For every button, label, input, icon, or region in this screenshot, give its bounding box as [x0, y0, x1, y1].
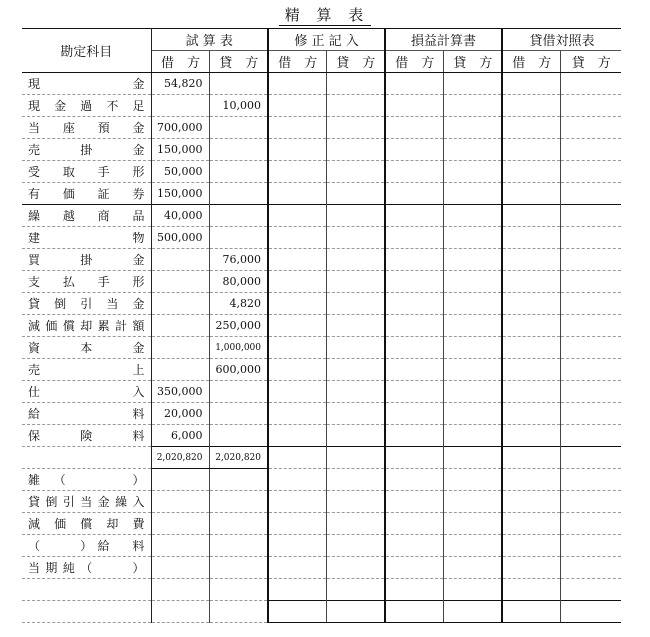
empty-cell: [443, 249, 502, 271]
table-row: [22, 271, 621, 293]
empty-cell: [560, 381, 621, 403]
empty-cell: [385, 293, 443, 315]
empty-cell: [385, 205, 443, 227]
empty-cell: [502, 381, 560, 403]
empty-cell: [268, 359, 326, 381]
tb-credit-amount: [209, 117, 268, 139]
income-statement-header: 損益計算書: [385, 29, 502, 51]
tb-credit-amount: [209, 403, 268, 425]
worksheet-table: [22, 28, 621, 623]
account-name: 資 本 金: [22, 337, 151, 359]
empty-cell: [326, 315, 385, 337]
empty-cell: [326, 161, 385, 183]
tb-debit-amount: 20,000: [151, 403, 209, 425]
empty-cell: [443, 95, 502, 117]
empty-cell: [268, 579, 326, 601]
account-name: 支 払 手 形: [22, 271, 151, 293]
table-row: [22, 183, 621, 205]
empty-cell: [560, 491, 621, 513]
empty-cell: [326, 403, 385, 425]
empty-cell: [443, 271, 502, 293]
tb-credit-amount: [209, 227, 268, 249]
tb-debit-amount: 6,000: [151, 425, 209, 447]
empty-cell: [560, 601, 621, 623]
table-row: [22, 381, 621, 403]
empty-cell: [502, 469, 560, 491]
tb-credit-header: 貸 方: [209, 51, 268, 73]
empty-cell: [385, 557, 443, 579]
empty-cell: [560, 249, 621, 271]
empty-cell: [560, 161, 621, 183]
table-row: [22, 403, 621, 425]
tb-credit-amount: [209, 425, 268, 447]
tb-debit-amount: 350,000: [151, 381, 209, 403]
empty-cell: [443, 491, 502, 513]
empty-cell: [326, 447, 385, 469]
empty-cell: [385, 579, 443, 601]
tb-debit-amount: [151, 271, 209, 293]
empty-cell: [326, 293, 385, 315]
empty-cell: [326, 359, 385, 381]
empty-cell: [151, 513, 209, 535]
tb-credit-amount: [209, 139, 268, 161]
empty-cell: [268, 73, 326, 95]
empty-cell: [385, 337, 443, 359]
tb-credit-amount: 10,000: [209, 95, 268, 117]
table-row: [22, 95, 621, 117]
empty-cell: [560, 293, 621, 315]
empty-cell: [502, 579, 560, 601]
empty-cell: [385, 447, 443, 469]
account-name: 売 上: [22, 359, 151, 381]
empty-cell: [326, 249, 385, 271]
empty-cell: [560, 579, 621, 601]
tb-credit-total: 2,020,820: [209, 447, 268, 469]
empty-cell: [268, 161, 326, 183]
empty-cell: [326, 73, 385, 95]
empty-cell: [385, 183, 443, 205]
empty-cell: [268, 535, 326, 557]
empty-cell: [502, 293, 560, 315]
empty-cell: [502, 249, 560, 271]
empty-cell: [443, 513, 502, 535]
empty-cell: [209, 535, 268, 557]
empty-cell: [385, 469, 443, 491]
tb-debit-amount: 54,820: [151, 73, 209, 95]
empty-cell: [268, 271, 326, 293]
empty-cell: [443, 315, 502, 337]
empty-cell: [326, 425, 385, 447]
empty-cell: [502, 315, 560, 337]
empty-cell: [268, 469, 326, 491]
empty-cell: [326, 183, 385, 205]
account-name: 減 価 償 却 費: [22, 513, 151, 535]
empty-cell: [326, 271, 385, 293]
empty-cell: [268, 315, 326, 337]
empty-cell: [385, 601, 443, 623]
tb-debit-header: 借 方: [151, 51, 209, 73]
table-row: [22, 359, 621, 381]
account-name: 売 掛 金: [22, 139, 151, 161]
empty-cell: [385, 249, 443, 271]
empty-cell: [326, 337, 385, 359]
account-name: 貸 倒 引 当 金: [22, 293, 151, 315]
empty-cell: [443, 447, 502, 469]
tb-debit-amount: 150,000: [151, 183, 209, 205]
table-row: [22, 491, 621, 513]
tb-credit-amount: 76,000: [209, 249, 268, 271]
empty-cell: [326, 491, 385, 513]
empty-cell: [209, 557, 268, 579]
account-name: 受 取 手 形: [22, 161, 151, 183]
account-name: 当 座 預 金: [22, 117, 151, 139]
tb-debit-amount: 50,000: [151, 161, 209, 183]
empty-cell: [443, 535, 502, 557]
tb-credit-amount: 4,820: [209, 293, 268, 315]
empty-cell: [385, 227, 443, 249]
account-name: [22, 447, 151, 469]
tb-debit-total: 2,020,820: [151, 447, 209, 469]
empty-cell: [443, 227, 502, 249]
empty-cell: [560, 205, 621, 227]
table-row: [22, 337, 621, 359]
empty-cell: [443, 579, 502, 601]
table-row: [22, 315, 621, 337]
is-credit-header: 貸 方: [443, 51, 502, 73]
empty-cell: [385, 513, 443, 535]
empty-cell: [560, 337, 621, 359]
empty-cell: [502, 117, 560, 139]
account-name: 買 掛 金: [22, 249, 151, 271]
empty-cell: [502, 359, 560, 381]
empty-cell: [502, 447, 560, 469]
empty-cell: [502, 271, 560, 293]
empty-cell: [326, 95, 385, 117]
empty-cell: [268, 95, 326, 117]
empty-cell: [151, 557, 209, 579]
empty-cell: [502, 601, 560, 623]
empty-cell: [443, 205, 502, 227]
empty-cell: [326, 557, 385, 579]
empty-cell: [443, 557, 502, 579]
empty-cell: [502, 491, 560, 513]
empty-cell: [268, 139, 326, 161]
bottom-total-row: [22, 601, 621, 623]
empty-cell: [209, 491, 268, 513]
empty-cell: [385, 491, 443, 513]
account-name: 当期純（ ）: [22, 557, 151, 579]
tb-debit-amount: [151, 337, 209, 359]
table-row: [22, 117, 621, 139]
empty-cell: [502, 337, 560, 359]
empty-cell: [385, 535, 443, 557]
empty-cell: [268, 447, 326, 469]
empty-cell: [443, 161, 502, 183]
empty-cell: [560, 557, 621, 579]
empty-cell: [385, 425, 443, 447]
tb-debit-amount: [151, 359, 209, 381]
empty-cell: [326, 381, 385, 403]
empty-cell: [502, 403, 560, 425]
account-name: （ ）給 料: [22, 535, 151, 557]
empty-cell: [268, 205, 326, 227]
tb-credit-amount: [209, 161, 268, 183]
empty-cell: [385, 381, 443, 403]
empty-cell: [326, 469, 385, 491]
empty-cell: [560, 73, 621, 95]
empty-cell: [443, 293, 502, 315]
empty-cell: [560, 469, 621, 491]
table-row: [22, 227, 621, 249]
empty-cell: [502, 183, 560, 205]
adj-debit-header: 借 方: [268, 51, 326, 73]
empty-cell: [443, 403, 502, 425]
empty-cell: [385, 139, 443, 161]
empty-cell: [443, 117, 502, 139]
tb-credit-amount: 600,000: [209, 359, 268, 381]
tb-debit-amount: 700,000: [151, 117, 209, 139]
empty-cell: [443, 139, 502, 161]
adjustments-header: 修 正 記 入: [268, 29, 385, 51]
empty-cell: [268, 557, 326, 579]
empty-cell: [209, 469, 268, 491]
account-header: 勘定科目: [22, 29, 151, 73]
empty-cell: [268, 425, 326, 447]
empty-cell: [151, 491, 209, 513]
empty-cell: [268, 293, 326, 315]
empty-cell: [560, 183, 621, 205]
empty-cell: [385, 403, 443, 425]
table-row: [22, 73, 621, 95]
tb-credit-amount: 1,000,000: [209, 337, 268, 359]
empty-cell: [326, 227, 385, 249]
empty-cell: [385, 95, 443, 117]
table-row: [22, 205, 621, 227]
table-row: [22, 557, 621, 579]
tb-debit-amount: 150,000: [151, 139, 209, 161]
tb-debit-amount: 40,000: [151, 205, 209, 227]
account-name: [22, 601, 151, 623]
account-name: 仕 入: [22, 381, 151, 403]
empty-cell: [502, 139, 560, 161]
empty-cell: [326, 601, 385, 623]
table-row: [22, 249, 621, 271]
empty-cell: [151, 469, 209, 491]
empty-cell: [560, 95, 621, 117]
account-name: 貸倒引当金繰入: [22, 491, 151, 513]
account-name: 現 金 過 不 足: [22, 95, 151, 117]
empty-cell: [560, 447, 621, 469]
adj-credit-header: 貸 方: [326, 51, 385, 73]
account-name: [22, 579, 151, 601]
empty-cell: [209, 513, 268, 535]
balance-sheet-header: 貸借対照表: [502, 29, 621, 51]
table-row: [22, 425, 621, 447]
account-name: 保 険 料: [22, 425, 151, 447]
empty-cell: [560, 117, 621, 139]
empty-cell: [502, 557, 560, 579]
total-row: [22, 447, 621, 469]
tb-debit-amount: [151, 293, 209, 315]
empty-cell: [326, 513, 385, 535]
empty-cell: [268, 403, 326, 425]
empty-cell: [502, 513, 560, 535]
empty-cell: [560, 403, 621, 425]
empty-cell: [502, 227, 560, 249]
empty-cell: [560, 139, 621, 161]
empty-cell: [502, 73, 560, 95]
empty-cell: [502, 535, 560, 557]
empty-cell: [385, 315, 443, 337]
table-row: [22, 469, 621, 491]
bs-credit-header: 貸 方: [560, 51, 621, 73]
empty-cell: [502, 425, 560, 447]
account-name: 現 金: [22, 73, 151, 95]
sheet-title: 精 算 表: [0, 4, 650, 25]
empty-cell: [268, 227, 326, 249]
empty-cell: [560, 535, 621, 557]
empty-cell: [560, 513, 621, 535]
tb-credit-amount: [209, 73, 268, 95]
empty-cell: [268, 491, 326, 513]
empty-cell: [268, 513, 326, 535]
empty-cell: [268, 337, 326, 359]
empty-cell: [443, 601, 502, 623]
tb-debit-amount: [151, 249, 209, 271]
empty-cell: [385, 117, 443, 139]
empty-cell: [385, 161, 443, 183]
empty-cell: [268, 183, 326, 205]
table-row: [22, 293, 621, 315]
empty-cell: [151, 579, 209, 601]
empty-cell: [268, 249, 326, 271]
empty-cell: [326, 579, 385, 601]
empty-cell: [443, 469, 502, 491]
tb-credit-amount: [209, 183, 268, 205]
empty-cell: [443, 183, 502, 205]
is-debit-header: 借 方: [385, 51, 443, 73]
tb-debit-amount: [151, 95, 209, 117]
account-name: 建 物: [22, 227, 151, 249]
empty-cell: [385, 73, 443, 95]
empty-cell: [326, 117, 385, 139]
tb-credit-amount: [209, 381, 268, 403]
table-row: [22, 535, 621, 557]
empty-cell: [502, 161, 560, 183]
tb-credit-amount: [209, 205, 268, 227]
empty-cell: [443, 73, 502, 95]
account-name: 雑 （ ）: [22, 469, 151, 491]
empty-cell: [151, 535, 209, 557]
empty-cell: [560, 425, 621, 447]
empty-cell: [502, 205, 560, 227]
empty-cell: [502, 95, 560, 117]
empty-cell: [268, 381, 326, 403]
empty-cell: [268, 601, 326, 623]
tb-debit-amount: 500,000: [151, 227, 209, 249]
empty-cell: [326, 139, 385, 161]
account-name: 給 料: [22, 403, 151, 425]
empty-cell: [560, 271, 621, 293]
table-row: [22, 579, 621, 601]
tb-credit-amount: 250,000: [209, 315, 268, 337]
table-row: [22, 161, 621, 183]
empty-cell: [209, 601, 268, 623]
tb-credit-amount: 80,000: [209, 271, 268, 293]
empty-cell: [268, 117, 326, 139]
empty-cell: [209, 579, 268, 601]
empty-cell: [385, 271, 443, 293]
empty-cell: [560, 227, 621, 249]
table-row: [22, 139, 621, 161]
empty-cell: [326, 535, 385, 557]
empty-cell: [151, 601, 209, 623]
empty-cell: [560, 359, 621, 381]
bs-debit-header: 借 方: [502, 51, 560, 73]
account-name: 繰 越 商 品: [22, 205, 151, 227]
account-name: 減価償却累計額: [22, 315, 151, 337]
empty-cell: [443, 381, 502, 403]
tb-debit-amount: [151, 315, 209, 337]
empty-cell: [560, 315, 621, 337]
trial-balance-header: 試 算 表: [151, 29, 268, 51]
empty-cell: [443, 425, 502, 447]
account-name: 有 価 証 券: [22, 183, 151, 205]
empty-cell: [443, 359, 502, 381]
table-row: [22, 513, 621, 535]
empty-cell: [443, 337, 502, 359]
empty-cell: [326, 205, 385, 227]
empty-cell: [385, 359, 443, 381]
